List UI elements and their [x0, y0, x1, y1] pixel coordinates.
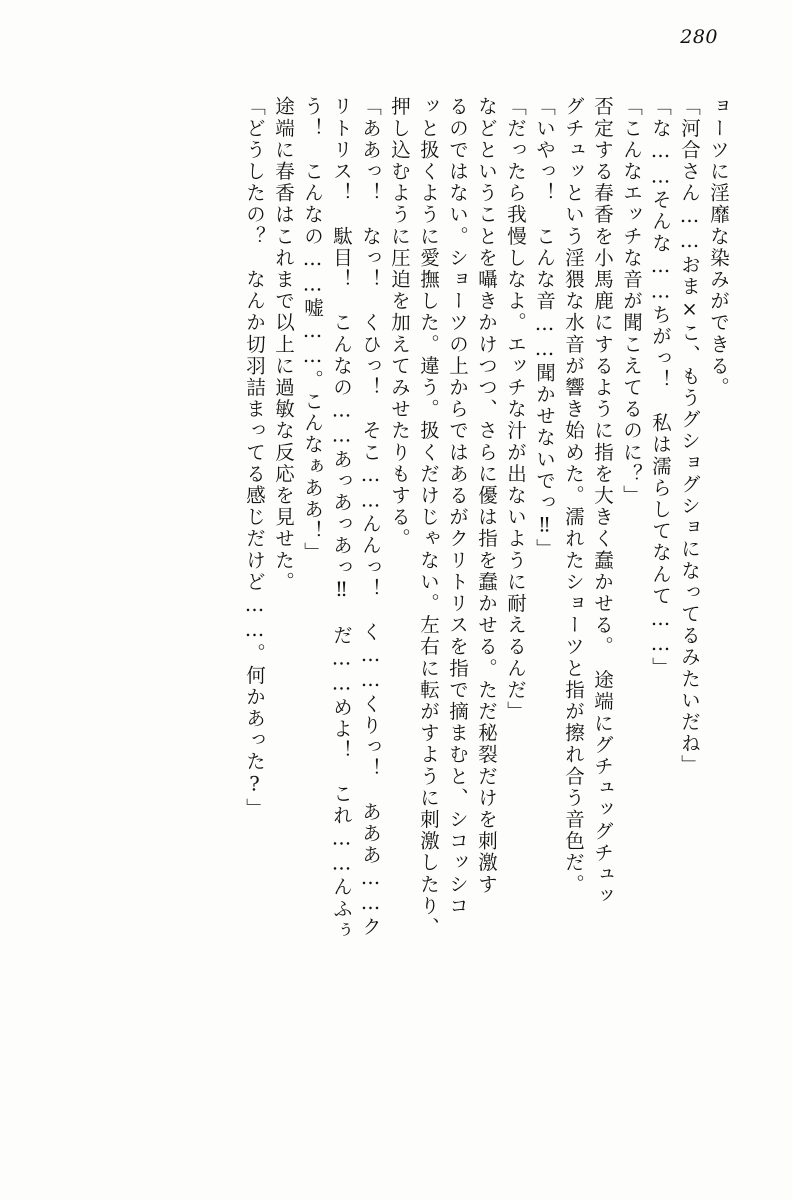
text-line: リトリス！ 駄目！ こんなの……あっあっあっ‼ だ……めよ！ これ……んふぅ	[330, 96, 353, 942]
text-line: 「河合さん……おま×こ、もうグショグショになってるみたいだね」	[678, 96, 701, 777]
vertical-text-block	[42, 96, 728, 1156]
text-line: 「どうしたの？ なんか切羽詰まってる感じだけど……。何かあった?」	[243, 96, 266, 820]
text-line: 「こんなエッチな音が聞こえてるのに？」	[620, 96, 643, 507]
text-line: などということを囁きかけつつ、さらに優は指を蠢かせる。ただ秘裂だけを刺激す	[475, 96, 498, 896]
page-number: 280	[680, 26, 718, 48]
text-line: 「だったら我慢しなよ。エッチな汁が出ないように耐えるんだ」	[504, 96, 527, 723]
text-line: 押し込むように圧迫を加えてみせたりもする。	[388, 96, 411, 550]
text-line: るのではない。ショーツの上からではあるがクリトリスを指で摘まむと、シコッシコ	[446, 96, 469, 917]
text-line: グチュッという淫猥な水音が響き始めた。濡れたショーツと指が擦れ合う音色だ。	[562, 96, 585, 896]
text-line: 否定する春香を小馬鹿にするように指を大きく蠢かせる。 途端にグチュッグチュッ	[591, 96, 614, 908]
text-line: ッと扱くように愛撫した。違う。扱くだけじゃない。左右に転がすように刺激したり、	[417, 96, 440, 939]
text-line: 途端に春香はこれまで以上に過敏な反応を見せた。	[272, 96, 295, 593]
text-line: う！ こんなの……嘘……。こんなぁああ！」	[301, 96, 324, 564]
text-line: 「な……そんな……ちがっ！ 私は濡らしてなんて……」	[649, 96, 672, 679]
text-line: 「ああっ！ なっ！ くひっ！ そこ……んんっ！ く……くりっ！ あああ……ク	[359, 96, 382, 938]
text-line: 「いやっ！ こんな音……聞かせないでっ‼」	[533, 96, 556, 561]
text-line: ョーツに淫靡な染みができる。	[707, 96, 730, 399]
